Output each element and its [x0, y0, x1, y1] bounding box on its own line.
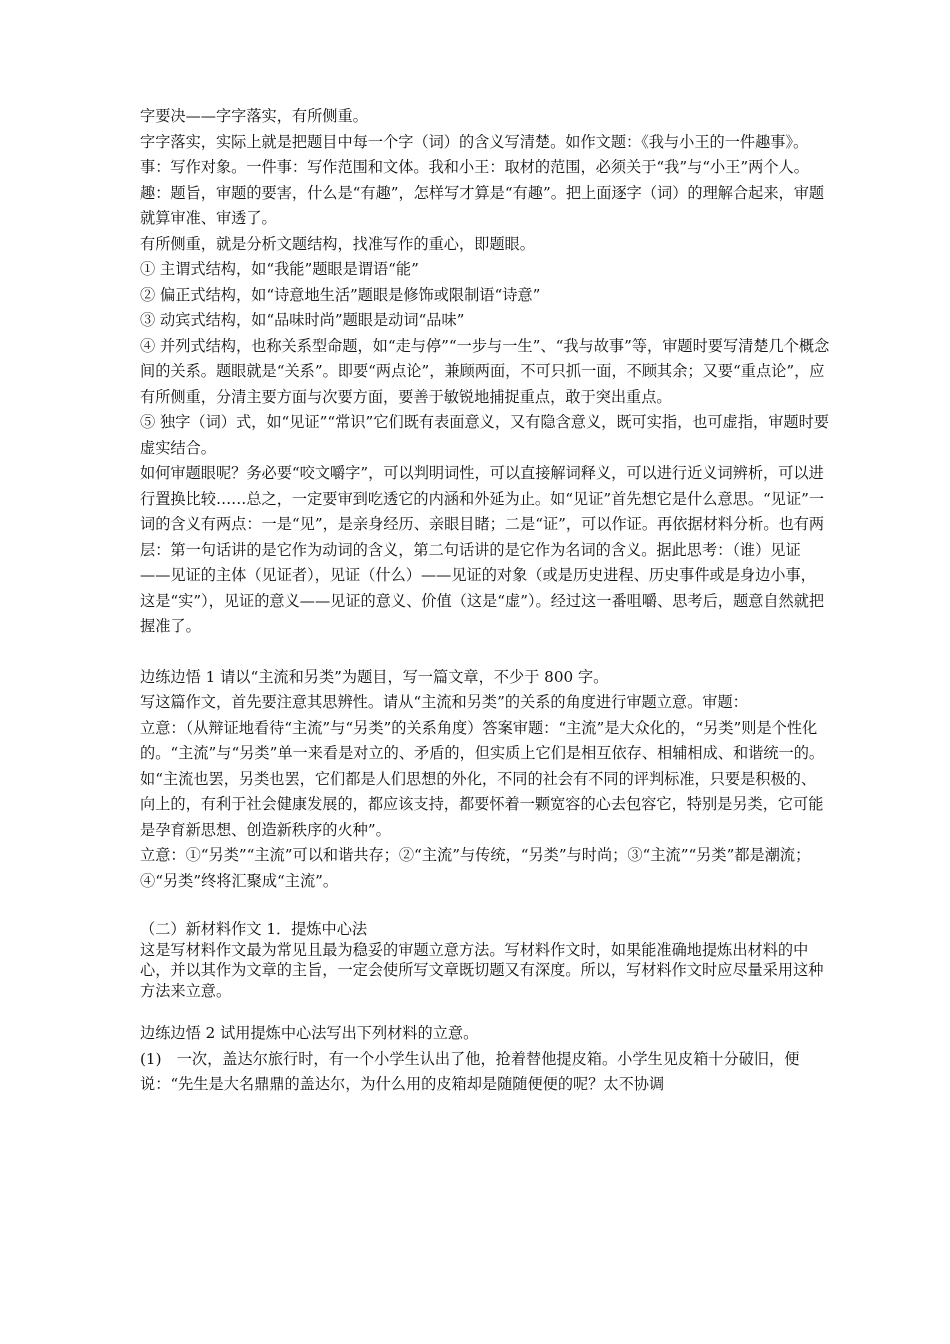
paragraph: 如何审题眼呢？务必要“咬文嚼字”，可以判明词性，可以直接解词释义，可以进行近义词辨析，可以进行置换比较……总之，一定要审到吃透它的内涵和外延为止。如“见证”首先想它是什么意思。“见证”一词的含义有两点：一是“见”，是亲身经历、亲眼目睹；二是“证”，可以作证。再依据材料分析。也有两层：第一句话讲的是它作为动词的含义，第二句话讲的是它作为名词的含义。据此思考：（谁）见证——见证的主体（见证者），见证（什么）——见证的对象（或是历史进程、历史事件或是身边小事，这是“实”），见证的意义——见证的意义、价值（这是“虚”）。经过这一番咀嚼、思考后，题意自然就把握准了。	[140, 464, 825, 635]
paragraph: 立意：（从辩证地看待“主流”与“另类”的关系角度）答案审题：“主流”是大众化的，“另类”则是个性化的。“主流”与“另类”单一来看是对立的、矛盾的，但实质上它们是相互依存、相辅相成、和谐统一的。如“主流也罢，另类也罢，它们都是人们思想的外化，不同的社会有不同的评判标准，只要是积极的、向上的，有利于社会健康发展的，都应该支持，都要怀着一颗宽容的心去包容它，特别是另类，它可能是孕育新思想、创造新秩序的火种”。	[140, 718, 825, 839]
section-heading: （二）新材料作文 1．提炼中心法	[140, 920, 368, 938]
paragraph: 事：写作对象。一件事：写作范围和文体。我和小王：取材的范围，必须关于“我”与“小王”两个人。趣：题旨，审题的要害，什么是“有趣”，怎样写才算是“有趣”。把上面逐字（词）的理解合起来，审题就算审准、审透了。	[140, 158, 825, 227]
list-item: ② 偏正式结构，如“诗意地生活”题眼是修饰或限制语“诗意”	[140, 285, 541, 304]
paragraph: (1) 一次，盖达尔旅行时，有一个小学生认出了他，抢着替他提皮箱。小学生见皮箱十分破旧，便说：“先生是大名鼎鼎的盖达尔，为什么用的皮箱却是随随便便的呢？太不协调	[140, 1049, 800, 1093]
list-item: ① 主谓式结构，如“我能”题眼是谓语“能”	[140, 260, 419, 278]
list-item: ③ 动宾式结构，如“品味时尚”题眼是动词“品味”	[140, 311, 465, 329]
paragraph-heading: 字要决——字字落实，有所侧重。	[140, 107, 368, 125]
list-item: ④ 并列式结构，也称关系型命题，如“走与停”“一步与一生”、“我与故事”等，审题时要写清楚几个概念间的关系。题眼就是“关系”。即要“两点论”，兼顾两面，不可只抓一面，不顾其余；又要“重点论”，应有所侧重，分清主要方面与次要方面，要善于敏锐地捕捉重点，敢于突出重点。	[140, 336, 830, 406]
exercise-heading: 边练边悟 1 请以“主流和另类”为题目，写一篇文章，不少于 800 字。	[140, 667, 609, 686]
document-page	[140, 104, 830, 1098]
paragraph: 立意：①“另类”“主流”可以和谐共存；②“主流”与传统，“另类”与时尚；③“主流”“另类”都是潮流；④“另类”终将汇聚成“主流”。	[140, 846, 811, 890]
paragraph: 写这篇作文，首先要注意其思辨性。请从“主流和另类”的关系的角度进行审题立意。审题：	[140, 693, 748, 711]
exercise-heading: 边练边悟 2 试用提炼中心法写出下列材料的立意。	[140, 1024, 479, 1042]
paragraph: 有所侧重，就是分析文题结构，找准写作的重心，即题眼。	[140, 234, 535, 253]
paragraph: 这是写材料作文最为常见且最为稳妥的审题立意方法。写材料作文时，如果能准确地提炼出材料的中心，并以其作为文章的主旨，一定会使所写文章既切题又有深度。所以，写材料作文时应尽量采用这种方法来立意。	[140, 940, 824, 1000]
paragraph: 字字落实，实际上就是把题目中每一个字（词）的含义写清楚。如作文题：《我与小王的一件趣事》。	[140, 132, 809, 151]
list-item: ⑤ 独字（词）式，如“见证”“常识”它们既有表面意义，又有隐含意义，既可实指，也可虚指，审题时要虚实结合。	[140, 413, 829, 457]
